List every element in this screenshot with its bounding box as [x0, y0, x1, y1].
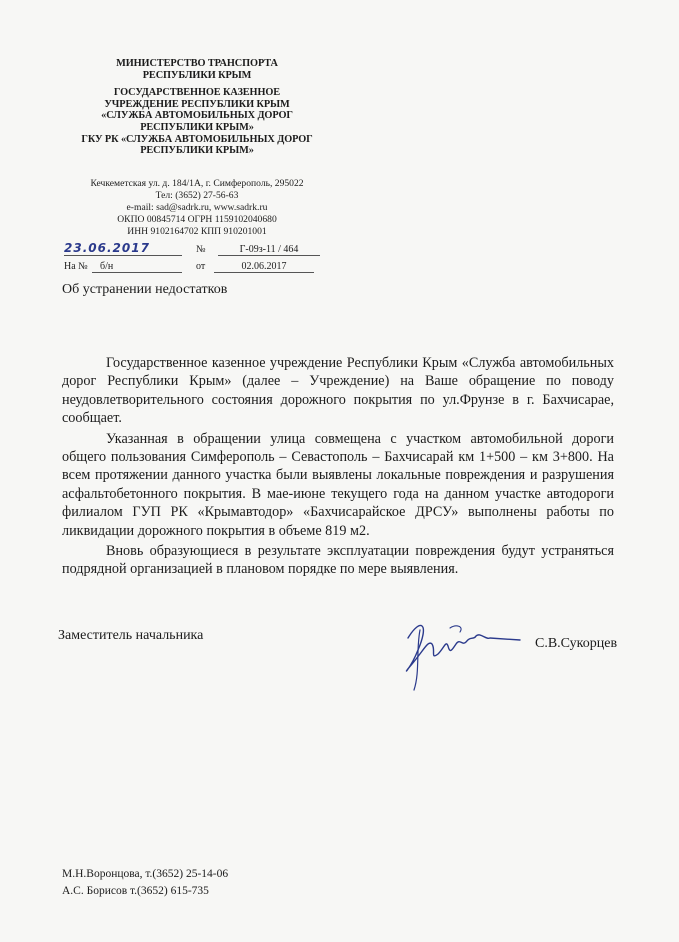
body-paragraph: Вновь образующиеся в результате эксплуатации повреждения будут устраняться подрядной организацией в плановом порядке по мере выявления.	[62, 543, 614, 578]
signatory-name: С.В.Сукорцев	[535, 636, 618, 651]
institution-line: «СЛУЖБА АВТОМОБИЛЬНЫХ ДОРОГ	[101, 110, 293, 122]
phone: Тел: (3652) 27-56-63	[155, 190, 239, 201]
email-web: e-mail: sad@sadrk.ru, www.sadrk.ru	[126, 202, 268, 213]
institution-line: УЧРЕЖДЕНИЕ РЕСПУБЛИКИ КРЫМ	[104, 98, 290, 110]
inn-kpp: ИНН 9102164702 КПП 910201001	[127, 226, 267, 237]
okpo-ogrn: ОКПО 00845714 ОГРН 1159102040680	[117, 214, 277, 225]
letterhead-organization	[62, 58, 332, 157]
outgoing-number: Г-09з-11 / 464	[218, 244, 320, 256]
ministry-line: РЕСПУБЛИКИ КРЫМ	[142, 69, 252, 81]
short-name-line: РЕСПУБЛИКИ КРЫМ»	[140, 145, 254, 157]
incoming-number-label: На №	[64, 261, 88, 272]
short-name-line: ГКУ РК «СЛУЖБА АВТОМОБИЛЬНЫХ ДОРОГ	[81, 133, 313, 145]
ministry-line: МИНИСТЕРСТВО ТРАНСПОРТА	[116, 58, 278, 69]
outgoing-number-label: №	[196, 244, 206, 255]
letter-subject: Об устранении недостатков	[62, 282, 228, 297]
executor-contact: М.Н.Воронцова, т.(3652) 25-14-06	[62, 868, 229, 880]
executor-contact: А.С. Борисов т.(3652) 615-735	[62, 885, 209, 897]
address: Кечкеметская ул. д. 184/1А, г. Симферополь, 295022	[90, 178, 304, 189]
letter-body	[62, 354, 614, 581]
letterhead-contacts	[62, 178, 332, 238]
body-paragraph: Указанная в обращении улица совмещена с участком автомобильной дороги общего пользования Симферополь – Севастополь – Бахчисарай км 1+500 – км 3+800. На всем протяжении данного участка были выявлены локальные повреждения и разрушения асфальтобетонного покрытия. В мае-июне текущего года на данном участке автодороги филиалом ГУП РК «Крымавтодор» «Бахчисарайское ДРСУ» выполнены работы по ликвидации дорожного покрытия в объеме 819 м2.	[62, 430, 614, 539]
redacted-greeting	[210, 318, 500, 334]
incoming-date: 02.06.2017	[214, 261, 314, 273]
redacted-recipient	[340, 80, 640, 180]
handwritten-signature	[390, 610, 530, 700]
executors-block	[62, 866, 228, 900]
signatory-title: Заместитель начальника	[58, 628, 204, 643]
outgoing-date-handwritten: 23.06.2017	[64, 241, 182, 256]
institution-line: РЕСПУБЛИКИ КРЫМ»	[140, 121, 254, 133]
institution-line: ГОСУДАРСТВЕННОЕ КАЗЕННОЕ	[113, 87, 281, 99]
incoming-number: б/н	[92, 261, 182, 273]
incoming-date-label: от	[196, 261, 206, 272]
body-paragraph: Государственное казенное учреждение Республики Крым «Служба автомобильных дорог Республики Крым» (далее – Учреждение) на Ваше обращение по поводу неудовлетворительного состояния дорожного покрытия по ул.Фрунзе в г. Бахчисарае, сообщает.	[62, 355, 614, 427]
